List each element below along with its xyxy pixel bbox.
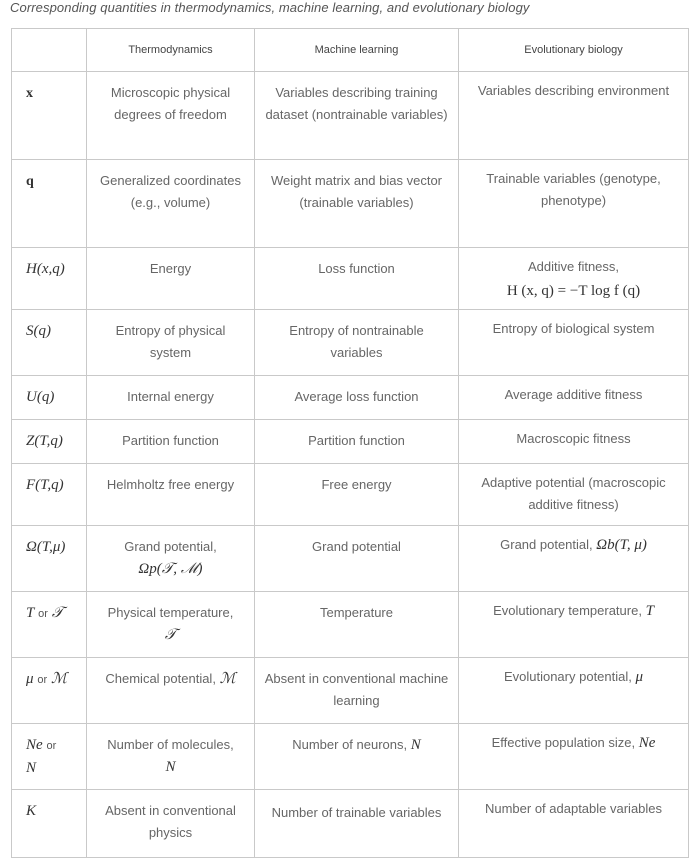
thermo-cell: Partition function: [87, 420, 255, 464]
evo-cell: [459, 248, 689, 310]
table-row: [12, 724, 689, 790]
grand-potential-bio-math: Ωb(T, μ): [596, 537, 647, 553]
grand-potential-physical-math: Ωp(𝒯, ℳ): [138, 561, 203, 577]
evo-cell: Variables describing environment: [459, 72, 689, 160]
fitness-formula: H (x, q) = −T log f (q): [506, 283, 641, 299]
symbol-or: or: [46, 740, 57, 752]
thermo-cell: [87, 526, 255, 592]
table-caption: Corresponding quantities in thermodynamics, machine learning, and evolutionary biology: [10, 0, 530, 15]
thermo-text: Physical temperature,: [107, 605, 234, 620]
symbol-cell: [12, 420, 87, 464]
evo-text: Grand potential,: [500, 537, 593, 552]
table-row: [12, 658, 689, 724]
symbol-or: or: [38, 608, 48, 620]
table-row: [12, 420, 689, 464]
evolutionary-temperature-math: T: [645, 603, 654, 619]
header-row: [12, 29, 689, 72]
evo-text: Additive fitness,: [527, 259, 620, 274]
molecules-math: N: [165, 759, 176, 775]
evo-cell: Average additive fitness: [459, 376, 689, 420]
ml-cell: Weight matrix and bias vector (trainable variables): [255, 160, 459, 248]
symbol-cell: [12, 790, 87, 858]
symbol-F: F(T,q): [26, 477, 64, 493]
thermo-cell: [87, 724, 255, 790]
symbol-cell: [12, 724, 87, 790]
evolutionary-potential-math: μ: [635, 669, 644, 685]
table-row: [12, 526, 689, 592]
symbol-script-T: 𝒯: [51, 605, 64, 621]
header-symbol: [12, 29, 87, 72]
symbol-H: H(x,q): [26, 261, 65, 277]
symbol-N: N: [26, 760, 37, 776]
table-row: [12, 310, 689, 376]
symbol-omega: Ω(T,μ): [26, 539, 66, 555]
thermo-text: Grand potential,: [124, 539, 217, 554]
ml-text: Number of neurons,: [292, 737, 408, 752]
evo-cell: [459, 592, 689, 658]
evo-cell: [459, 658, 689, 724]
symbol-script-M: ℳ: [50, 671, 68, 687]
evo-text: Effective population size,: [491, 735, 636, 750]
evo-cell: Macroscopic fitness: [459, 420, 689, 464]
header-machine-learning: Machine learning: [255, 29, 459, 72]
symbol-cell: [12, 526, 87, 592]
symbol-Z: Z(T,q): [26, 433, 63, 449]
thermo-cell: Entropy of physical system: [87, 310, 255, 376]
thermo-cell: [87, 658, 255, 724]
symbol-q: q: [26, 174, 34, 189]
ml-cell: Absent in conventional machine learning: [255, 658, 459, 724]
thermo-cell: Internal energy: [87, 376, 255, 420]
symbol-mu: μ: [26, 671, 34, 687]
symbol-cell: [12, 72, 87, 160]
evo-cell: Adaptive potential (macroscopic additive fitness): [459, 464, 689, 526]
ml-cell: Free energy: [255, 464, 459, 526]
ml-cell: Number of trainable variables: [255, 790, 459, 858]
thermo-cell: Absent in conventional physics: [87, 790, 255, 858]
ml-cell: Variables describing training dataset (nontrainable variables): [255, 72, 459, 160]
evo-cell: Trainable variables (genotype, phenotype): [459, 160, 689, 248]
symbol-cell: [12, 464, 87, 526]
symbol-cell: [12, 310, 87, 376]
evo-cell: Entropy of biological system: [459, 310, 689, 376]
ml-cell: Loss function: [255, 248, 459, 310]
evo-cell: [459, 724, 689, 790]
symbol-cell: [12, 658, 87, 724]
thermo-cell: Microscopic physical degrees of freedom: [87, 72, 255, 160]
table-row: [12, 160, 689, 248]
ml-cell: Average loss function: [255, 376, 459, 420]
ml-cell: Entropy of nontrainable variables: [255, 310, 459, 376]
symbol-cell: [12, 592, 87, 658]
table-row: [12, 592, 689, 658]
thermo-text: Number of molecules,: [107, 737, 234, 752]
symbol-x: x: [26, 86, 33, 101]
symbol-cell: [12, 160, 87, 248]
ml-cell: Temperature: [255, 592, 459, 658]
thermo-text: Chemical potential,: [105, 671, 216, 686]
thermo-cell: [87, 592, 255, 658]
thermo-cell: Helmholtz free energy: [87, 464, 255, 526]
symbol-S: S(q): [26, 323, 51, 339]
ml-cell: Grand potential: [255, 526, 459, 592]
neurons-math: N: [410, 737, 421, 753]
ml-cell: [255, 724, 459, 790]
table-row: [12, 376, 689, 420]
thermo-cell: Energy: [87, 248, 255, 310]
evo-cell: [459, 526, 689, 592]
evo-text: Evolutionary temperature,: [493, 603, 642, 618]
table-row: [12, 72, 689, 160]
symbol-K: K: [26, 803, 37, 819]
header-evolutionary-biology: Evolutionary biology: [459, 29, 689, 72]
population-size-math: Ne: [638, 735, 656, 751]
symbol-U: U(q): [26, 389, 55, 405]
evo-cell: Number of adaptable variables: [459, 790, 689, 858]
thermo-cell: Generalized coordinates (e.g., volume): [87, 160, 255, 248]
table-row: [12, 790, 689, 858]
quantities-table: [11, 28, 689, 858]
evo-text: Evolutionary potential,: [503, 669, 632, 684]
header-thermodynamics: Thermodynamics: [87, 29, 255, 72]
symbol-cell: [12, 248, 87, 310]
table-row: [12, 248, 689, 310]
symbol-Ne: Ne: [26, 737, 43, 753]
symbol-T: T: [26, 605, 35, 621]
ml-cell: Partition function: [255, 420, 459, 464]
chemical-potential-math: ℳ: [219, 671, 236, 687]
symbol-or: or: [37, 674, 48, 686]
symbol-cell: [12, 376, 87, 420]
physical-temperature-math: 𝒯: [164, 627, 177, 643]
table-row: [12, 464, 689, 526]
